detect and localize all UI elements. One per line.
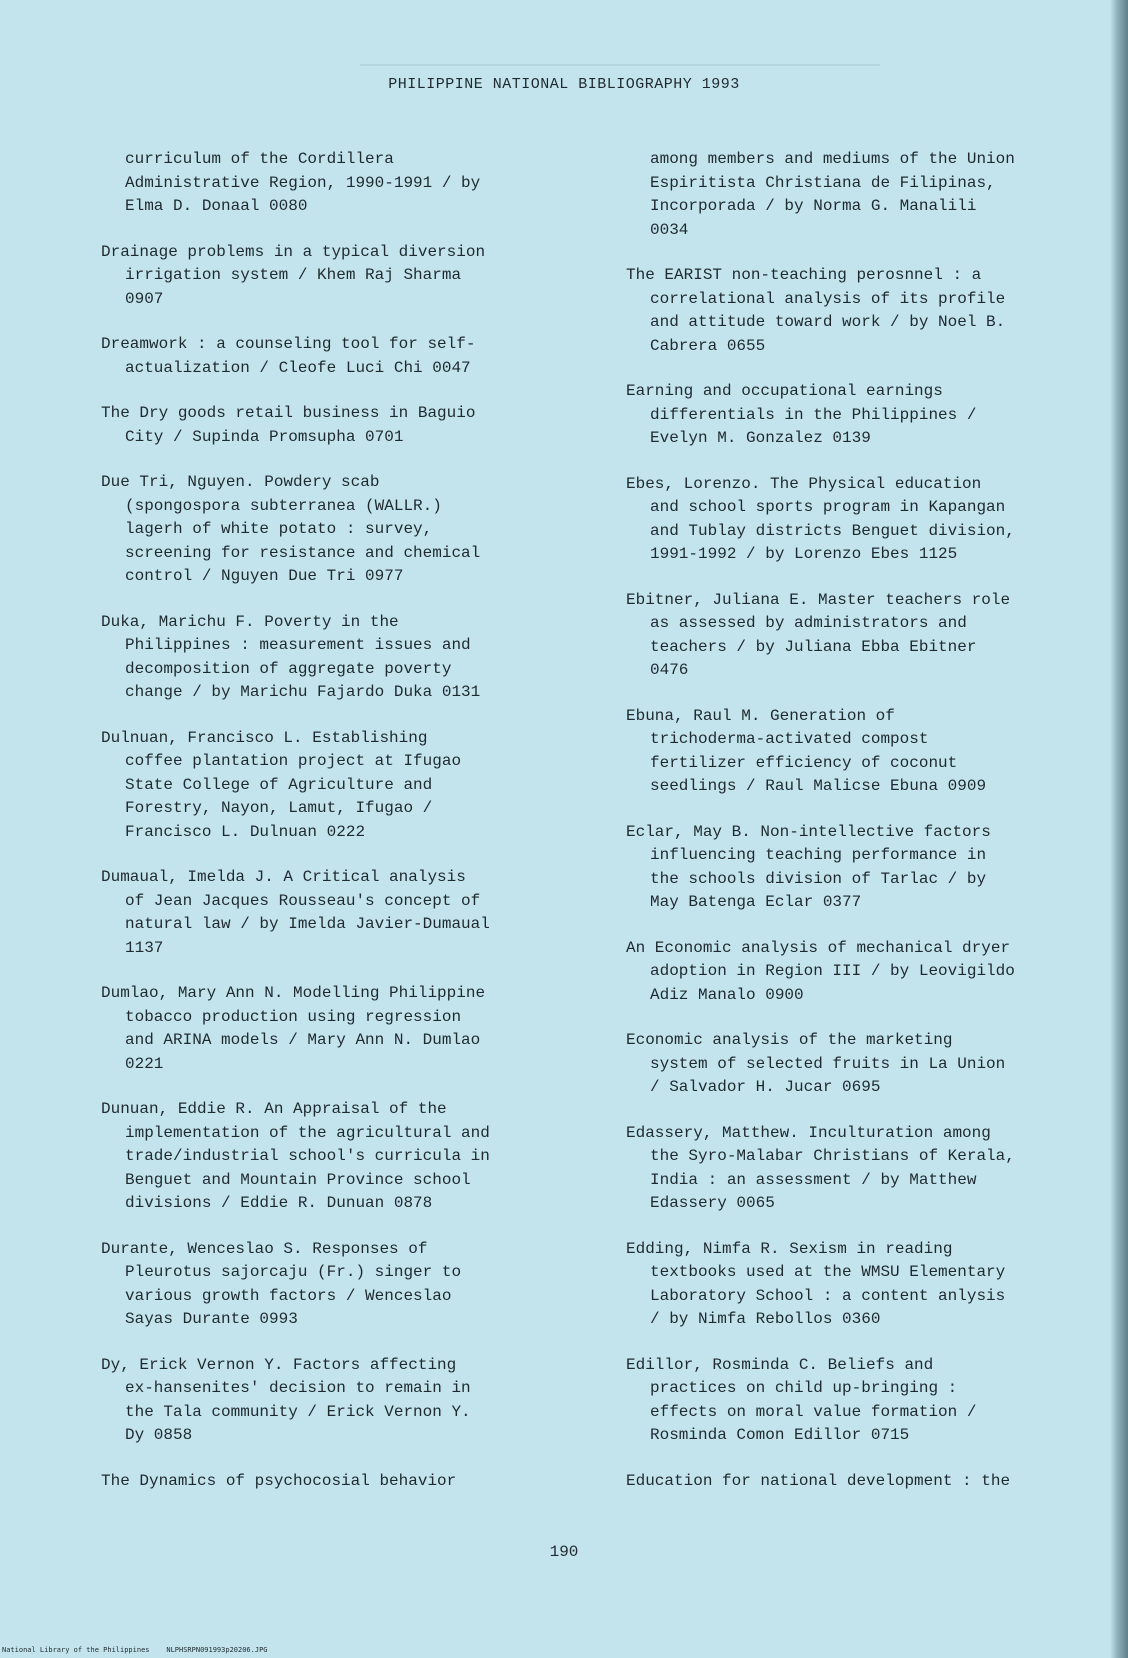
bibliography-entry: Dunuan, Eddie R. An Appraisal of the implementation of the agricultural and trade/industrial school's curricula in Benguet and Mountain Province school divisions / Eddie R. Dunuan 0878 <box>101 1100 490 1212</box>
bleed-through-shadow <box>360 64 880 66</box>
bibliography-entry: Earning and occupational earnings differentials in the Philippines / Evelyn M. Gonzalez 0139 <box>626 382 977 447</box>
bibliography-entry: Drainage problems in a typical diversion irrigation system / Khem Raj Sharma 0907 <box>101 242 486 308</box>
bibliography-entry: The EARIST non-teaching perosnnel : a correlational analysis of its profile and attitude toward work / by Noel B. Cabrera 0655 <box>626 266 1006 355</box>
scan-footer: National Library of the Philippines NLPHSRPN091993p20206.JPG <box>2 1646 268 1654</box>
bibliography-entry: An Economic analysis of mechanical dryer adoption in Region III / by Leovigildo Adiz Manalo 0900 <box>626 938 1015 1004</box>
bibliography-entry: Ebes, Lorenzo. The Physical education and school sports program in Kapangan and Tublay districts Benguet division, 1991-1992 / by Lorenzo Ebes 1125 <box>626 474 1015 563</box>
bibliography-entry: The Dynamics of psychocosial behavior <box>101 1471 457 1490</box>
bibliography-entry: Education for national development : the <box>626 1471 1011 1490</box>
bibliography-entry: Edassery, Matthew. Inculturation among the Syro-Malabar Christians of Kerala, India : an assessment / by Matthew Edassery 0065 <box>626 1123 1015 1212</box>
bibliography-entry: among members and mediums of the Union Espiritista Christiana de Filipinas, Incorporada / by Norma G. Manalili 0034 <box>650 150 1015 239</box>
bibliography-entry: Dreamwork : a counseling tool for self- actualization / Cleofe Luci Chi 0047 <box>101 335 476 377</box>
right-column <box>626 148 1116 1515</box>
page-number: 190 <box>549 1543 579 1561</box>
bibliography-entry: Dy, Erick Vernon Y. Factors affecting ex-hansenites' decision to remain in the Tala community / Erick Vernon Y. Dy 0858 <box>101 1355 471 1444</box>
bibliography-entry: Edding, Nimfa R. Sexism in reading textbooks used at the WMSU Elementary Laboratory School : a content anlysis / by Nimfa Rebollos 0360 <box>626 1239 1006 1328</box>
bibliography-entry: Ebitner, Juliana E. Master teachers role as assessed by administrators and teachers / by Juliana Ebba Ebitner 0476 <box>626 590 1011 679</box>
bibliography-entry: Dumaual, Imelda J. A Critical analysis of Jean Jacques Rousseau's concept of natural law / by Imelda Javier-Dumaual 1137 <box>101 868 490 957</box>
bibliography-entry: Dulnuan, Francisco L. Establishing coffee plantation project at Ifugao State College of Agriculture and Forestry, Nayon, Lamut, Ifugao / Francisco L. Dulnuan 0222 <box>101 728 462 841</box>
bibliography-entry: Edillor, Rosminda C. Beliefs and practices on child up-bringing : effects on moral value formation / Rosminda Comon Edillor 0715 <box>626 1355 977 1444</box>
bibliography-entry: Ebuna, Raul M. Generation of trichoderma-activated compost fertilizer efficiency of coconut seedlings / Raul Malicse Ebuna 0909 <box>626 706 987 795</box>
left-column <box>101 148 591 1515</box>
bibliography-entry: Due Tri, Nguyen. Powdery scab (spongospora subterranea (WALLR.) lagerh of white potato : survey, screening for resistance and chemical control / Nguyen Due Tri 0977 <box>101 473 481 585</box>
bibliography-entry: Eclar, May B. Non-intellective factors influencing teaching performance in the schools division of Tarlac / by May Batenga Eclar 0377 <box>626 822 991 911</box>
bibliography-entry: Durante, Wenceslao S. Responses of Pleurotus sajorcaju (Fr.) singer to various growth factors / Wenceslao Sayas Durante 0993 <box>101 1239 462 1328</box>
bibliography-entry: curriculum of the Cordillera Administrative Region, 1990-1991 / by Elma D. Donaal 0080 <box>125 150 481 215</box>
page-header: PHILIPPINE NATIONAL BIBLIOGRAPHY 1993 <box>388 76 740 93</box>
page-edge-shadow <box>1110 0 1128 1658</box>
bibliography-entry: Dumlao, Mary Ann N. Modelling Philippine tobacco production using regression and ARINA models / Mary Ann N. Dumlao 0221 <box>101 984 486 1073</box>
bibliography-entry: The Dry goods retail business in Baguio City / Supinda Promsupha 0701 <box>101 404 476 446</box>
bibliography-entry: Duka, Marichu F. Poverty in the Philippines : measurement issues and decomposition of aggregate poverty change / by Marichu Fajardo Duka 0131 <box>101 612 481 701</box>
bibliography-entry: Economic analysis of the marketing system of selected fruits in La Union / Salvador H. Jucar 0695 <box>626 1031 1006 1096</box>
